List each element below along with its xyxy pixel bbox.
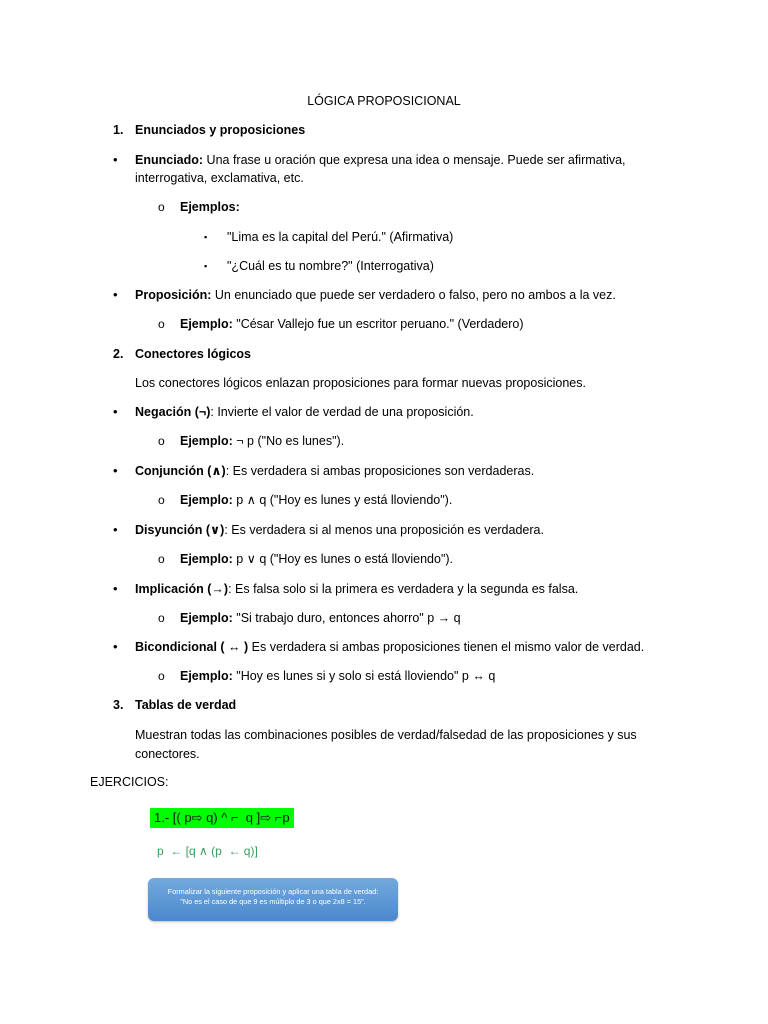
connector-term: Negación (¬) xyxy=(135,405,211,419)
section-number: 3. xyxy=(113,698,124,712)
example-item: "Lima es la capital del Perú." (Afirmativa) xyxy=(227,230,454,244)
section-2-heading xyxy=(135,345,251,363)
bullet-marker: • xyxy=(113,581,118,596)
sub-marker: o xyxy=(158,552,165,566)
section-heading: Tablas de verdad xyxy=(135,698,237,712)
exercise-callout-box xyxy=(148,878,398,921)
connector-example-implicacion xyxy=(180,609,461,627)
enunciado-text: Una frase u oración que expresa una idea o mensaje. Puede ser afirmativa, xyxy=(203,153,626,167)
example-text: ¬ p ("No es lunes"). xyxy=(232,434,345,448)
callout-line-2: "No es el caso de que 9 es múltiplo de 3 o que 2x8 = 15". xyxy=(180,897,366,906)
connector-text: : Es falsa solo si la primera es verdadera y la segunda es falsa. xyxy=(228,582,579,596)
example-item: "¿Cuál es tu nombre?" (Interrogativa) xyxy=(227,259,434,273)
bullet-marker: • xyxy=(113,404,118,419)
exercises-label: EJERCICIOS: xyxy=(90,775,169,789)
section-number: 2. xyxy=(113,347,124,361)
example-label: Ejemplo: xyxy=(180,317,233,331)
bullet-marker: • xyxy=(113,463,118,478)
example-text: p ∨ q ("Hoy es lunes o está lloviendo"). xyxy=(232,552,454,566)
connector-text: : Invierte el valor de verdad de una proposición. xyxy=(210,405,474,419)
connector-text: Es verdadera si ambas proposiciones tienen el mismo valor de verdad. xyxy=(248,640,645,654)
section-heading: Enunciados y proposiciones xyxy=(135,123,306,137)
section-3-text-line-2: conectores. xyxy=(135,747,200,761)
connector-conjuncion xyxy=(135,462,534,480)
sub-marker: o xyxy=(158,317,165,331)
section-3-text-line-1: Muestran todas las combinaciones posibles de verdad/falsedad de las proposiciones y sus xyxy=(135,728,637,742)
example-text: "Hoy es lunes si y solo si está lloviendo" p ↔ q xyxy=(232,669,496,683)
example-label: Ejemplo: xyxy=(180,434,233,448)
connector-text: : Es verdadera si ambas proposiciones son verdaderas. xyxy=(225,464,535,478)
connector-term: Conjunción (∧) xyxy=(135,464,226,478)
example-text: p ∧ q ("Hoy es lunes y está lloviendo"). xyxy=(232,493,453,507)
bullet-marker: • xyxy=(113,152,118,167)
sub-marker: o xyxy=(158,493,165,507)
example-label: Ejemplo: xyxy=(180,669,233,683)
examples-label xyxy=(180,198,240,216)
enunciado-term: Enunciado: xyxy=(135,153,204,167)
connector-text: : Es verdadera si al menos una proposición es verdadera. xyxy=(224,523,544,537)
connector-term: Implicación (→) xyxy=(135,582,229,596)
subsub-marker: ▪ xyxy=(204,261,208,271)
example-label: Ejemplo: xyxy=(180,552,233,566)
proposicion-line xyxy=(135,286,616,304)
sub-marker: o xyxy=(158,434,165,448)
bullet-marker: • xyxy=(113,639,118,654)
example-text: "César Vallejo fue un escritor peruano." (Verdadero) xyxy=(232,317,524,331)
connector-example-conjuncion xyxy=(180,491,452,509)
sub-marker: o xyxy=(158,200,165,214)
section-number: 1. xyxy=(113,123,124,137)
connector-term: Bicondicional ( ↔ ) xyxy=(135,640,249,654)
highlighted-formula: 1.- [( p⇨ q) ^ ⌐ q ]⇨ ⌐p xyxy=(150,808,294,828)
section-heading: Conectores lógicos xyxy=(135,347,251,361)
subsub-marker: ▪ xyxy=(204,232,208,242)
proposicion-term: Proposición: xyxy=(135,288,212,302)
sub-marker: o xyxy=(158,611,165,625)
bullet-marker: • xyxy=(113,287,118,302)
section-1-number xyxy=(113,121,123,139)
proposicion-text: Un enunciado que puede ser verdadero o falso, pero no ambos a la vez. xyxy=(211,288,616,302)
section-1-heading xyxy=(135,121,305,139)
section-3-number xyxy=(113,696,123,714)
connector-disyuncion xyxy=(135,521,544,539)
example-label: Ejemplo: xyxy=(180,611,233,625)
section-3-heading xyxy=(135,696,236,714)
callout-line-1: Formalizar la siguiente proposición y aplicar una tabla de verdad: xyxy=(167,887,379,896)
connector-implicacion xyxy=(135,580,578,598)
page-title: LÓGICA PROPOSICIONAL xyxy=(307,94,461,108)
section-2-number xyxy=(113,345,123,363)
enunciado-line-1 xyxy=(135,151,626,169)
connector-term: Disyunción (∨) xyxy=(135,523,225,537)
connector-negacion xyxy=(135,403,474,421)
section-2-intro: Los conectores lógicos enlazan proposiciones para formar nuevas proposiciones. xyxy=(135,376,586,390)
proposicion-example xyxy=(180,315,524,333)
examples-label-text: Ejemplos: xyxy=(180,200,240,214)
bullet-marker: • xyxy=(113,522,118,537)
sub-marker: o xyxy=(158,669,165,683)
example-label: Ejemplo: xyxy=(180,493,233,507)
connector-example-bicondicional xyxy=(180,667,495,685)
enunciado-line-2: interrogativa, exclamativa, etc. xyxy=(135,171,304,185)
example-text: "Si trabajo duro, entonces ahorro" p → q xyxy=(232,611,461,625)
green-formula: p ← [q ∧ (p ← q)] xyxy=(157,844,258,858)
connector-bicondicional xyxy=(135,638,644,656)
connector-example-disyuncion xyxy=(180,550,453,568)
connector-example-negacion xyxy=(180,432,344,450)
